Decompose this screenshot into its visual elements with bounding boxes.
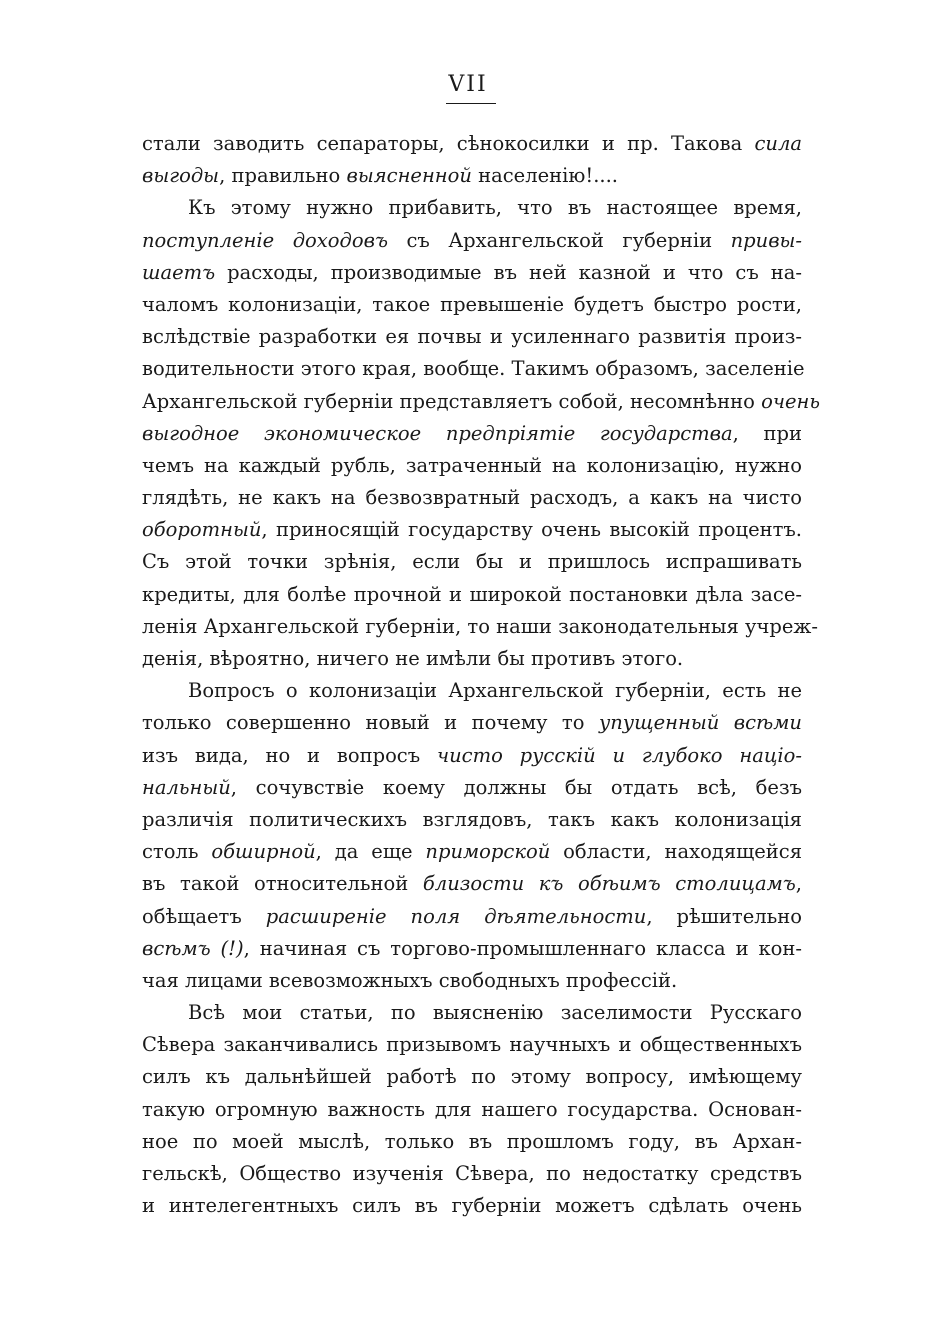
text-line [142, 482, 802, 514]
text-segment: Сѣвера заканчивались призывомъ научныхъ и общественныхъ [142, 1033, 802, 1057]
text-line [142, 1061, 802, 1093]
text-line [142, 514, 802, 546]
italic-text: приморской [425, 840, 551, 864]
italic-text: расширеніе поля дѣятельности [265, 904, 647, 928]
text-segment: расходы, производимые въ ней казной и что съ на- [215, 260, 802, 284]
italic-text: чисто русскій и глубоко націо- [436, 743, 802, 767]
text-segment: такую огромную важность для нашего государства. Основан- [142, 1097, 802, 1121]
text-segment: Вопросъ о колонизаціи Архангельской губерніи, есть не [188, 679, 802, 703]
text-line [142, 643, 802, 675]
italic-text: поступленіе доходовъ [142, 228, 388, 252]
text-segment: различія политическихъ взглядовъ, такъ какъ колонизація [142, 807, 802, 831]
text-segment: Къ этому нужно прибавить, что въ настоящее время, [188, 196, 802, 220]
text-segment: населенію!.... [471, 164, 618, 188]
text-segment: денія, вѣроятно, ничего не имѣли бы противъ этого. [142, 647, 684, 670]
italic-text: оборотный [142, 518, 262, 542]
text-segment: только совершенно новый и почему то [142, 711, 599, 735]
text-segment: области, находящейся [550, 840, 803, 864]
italic-text: нальный [142, 775, 231, 799]
text-line [142, 707, 802, 739]
text-line [142, 128, 802, 160]
text-line [142, 772, 802, 804]
text-segment: , приносящій государству очень высокій процентъ. [261, 518, 802, 542]
italic-text: выясненной [346, 164, 472, 188]
text-line [142, 1029, 802, 1061]
text-line [142, 804, 802, 836]
text-segment: ленія Архангельской губерніи, то наши законодательныя учреж- [142, 614, 818, 638]
text-segment: чемъ на каждый рубль, затраченный на колонизацію, нужно [142, 453, 802, 477]
italic-text: обширной [211, 840, 316, 864]
text-segment: , да еще [315, 840, 426, 864]
italic-text: сила [754, 132, 802, 155]
text-segment: Архангельской губерніи представляетъ собой, несомнѣнно [142, 389, 762, 413]
text-segment: чаломъ колонизаціи, такое превышеніе будетъ быстро рости, [142, 292, 802, 316]
text-segment: столь [142, 840, 212, 864]
text-line [142, 257, 802, 289]
text-line [142, 225, 802, 257]
text-line [142, 1094, 802, 1126]
italic-text: выгодное экономическое предпріятіе государства [142, 421, 733, 445]
italic-text: очень [761, 389, 820, 413]
text-line [142, 192, 802, 224]
text-segment: въ такой относительной [142, 872, 423, 896]
text-segment: , правильно [219, 164, 347, 188]
text-line [142, 611, 818, 643]
page-number-rule [446, 103, 496, 104]
text-segment: изъ вида, но и вопросъ [142, 743, 437, 767]
italic-text: шаетъ [142, 260, 216, 284]
text-segment: , рѣшительно [646, 904, 802, 928]
italic-text: всѣмъ (!) [142, 936, 244, 960]
text-line [142, 933, 802, 965]
italic-text: привы- [730, 228, 803, 252]
text-segment: , начиная съ торгово-промышленнаго класса и кон- [243, 936, 803, 960]
text-segment: , [795, 872, 802, 896]
text-line [142, 740, 802, 772]
text-segment: ное по моей мыслѣ, только въ прошломъ году, въ Архан- [142, 1129, 802, 1153]
text-line [142, 418, 802, 450]
text-segment: , сочувствіе коему должны бы отдать всѣ, безъ [230, 775, 802, 799]
text-line [142, 386, 820, 418]
text-line [142, 353, 805, 385]
text-segment: глядѣть, не какъ на безвозвратный расходъ, а какъ на чисто [142, 486, 802, 510]
text-segment: вслѣдствіе разработки ея почвы и усиленнаго развитія произ- [142, 325, 802, 349]
text-line [142, 450, 802, 482]
text-segment: обѣщаетъ [142, 904, 266, 928]
text-segment: Съ этой точки зрѣнія, если бы и пришлось испрашивать [142, 550, 802, 574]
text-segment: кредиты, для болѣе прочной и широкой постановки дѣла засе- [142, 582, 802, 606]
text-line [142, 579, 802, 611]
text-line [142, 1158, 802, 1190]
text-line [142, 289, 802, 321]
text-line [142, 836, 802, 868]
text-segment: Всѣ мои статьи, по выясненію заселимости Русскаго [188, 1001, 802, 1025]
text-segment: чая лицами всевозможныхъ свободныхъ профессій. [142, 968, 678, 992]
text-line [142, 868, 802, 900]
text-line [142, 997, 802, 1029]
text-segment: , при [732, 421, 802, 445]
text-segment: и интелегентныхъ силъ въ губерніи можетъ сдѣлать очень [142, 1194, 802, 1218]
text-segment: съ Архангельской губерніи [387, 228, 731, 252]
text-line [142, 901, 802, 933]
italic-text: выгоды [142, 164, 220, 188]
text-line [142, 546, 802, 578]
italic-text: близости къ обѣимъ столицамъ [422, 872, 796, 896]
text-line [142, 675, 802, 707]
text-line [142, 160, 802, 192]
italic-text: упущенный всѣми [598, 711, 802, 735]
text-segment: стали заводить сепараторы, сѣнокосилки и пр. Такова [142, 132, 755, 155]
text-line [142, 1190, 802, 1222]
text-line [142, 965, 802, 997]
text-segment: силъ къ дальнѣйшей работѣ по этому вопросу, имѣющему [142, 1065, 802, 1089]
page-number: VII [448, 72, 488, 97]
text-segment: гельскѣ, Общество изученія Сѣвера, по недостатку средствъ [142, 1162, 802, 1185]
body-text [142, 128, 820, 1222]
text-segment: водительности этого края, вообще. Такимъ образомъ, заселеніе [142, 357, 805, 381]
text-line [142, 1126, 802, 1158]
text-line [142, 321, 802, 353]
